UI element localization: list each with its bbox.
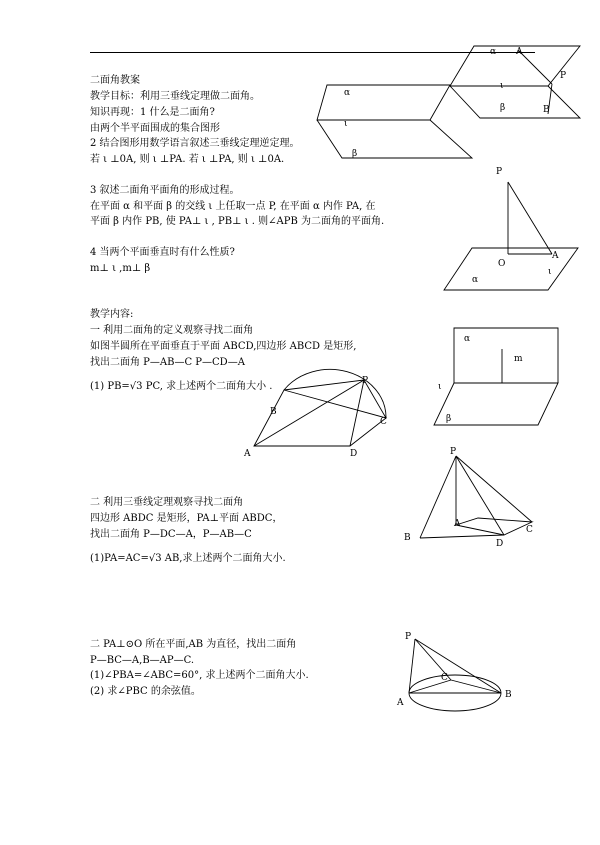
section-1-line1: 如图半圆所在平面垂直于平面 ABCD,四边形 ABCD 是矩形, bbox=[90, 341, 357, 352]
fig5-label-a: A bbox=[454, 519, 461, 529]
fig1-plane-beta bbox=[317, 120, 472, 158]
fig1-label-beta: β bbox=[352, 149, 358, 159]
fig0-segment-pa bbox=[518, 50, 552, 84]
question-3-answer-line1: 在平面 α 和平面 β 的交线 ι 上任取一点 P, 在平面 α 内作 PA, 在 bbox=[90, 201, 376, 212]
fig2-line-pa bbox=[508, 182, 552, 254]
teaching-content-heading: 教学内容: bbox=[90, 309, 134, 320]
fig4-rectangle bbox=[254, 390, 386, 446]
review-question: 知识再现：1 什么是二面角? bbox=[90, 107, 215, 118]
question-2-answer: 若 ι ⊥0A, 则 ι ⊥PA. 若 ι ⊥PA, 则 ι ⊥0A. bbox=[90, 154, 285, 165]
fig2-label-alpha: α bbox=[472, 275, 479, 285]
figure-circle-cone bbox=[395, 625, 525, 720]
section-3-question-2: (2) 求∠PBC 的余弦值。 bbox=[90, 686, 201, 697]
section-3-heading: 二 PA⊥⊙O 所在平面,AB 为直径，找出二面角 bbox=[90, 639, 297, 650]
question-4-answer: m⊥ ι ,m⊥ β bbox=[90, 263, 151, 274]
question-2: 2 结合图形用数学语言叙述三垂线定理逆定理。 bbox=[90, 138, 300, 149]
fig3-label-beta: β bbox=[446, 414, 452, 424]
fig6-label-c: C bbox=[441, 673, 448, 683]
fig5-label-d: D bbox=[496, 539, 504, 549]
lesson-title: 二面角教案 bbox=[90, 75, 140, 86]
section-1-heading: 一 利用二面角的定义观察寻找二面角 bbox=[90, 325, 254, 336]
fig6-label-b: B bbox=[505, 690, 512, 700]
fig4-label-d: D bbox=[350, 449, 358, 459]
fig5-label-b: B bbox=[404, 533, 411, 543]
fig6-line-cb bbox=[451, 680, 501, 693]
question-3-answer-line2: 平面 β 内作 PB, 使 PA⊥ ι , PB⊥ ι . 则∠APB 为二面角的平面角. bbox=[90, 216, 385, 227]
figure-dihedral-planes bbox=[320, 80, 480, 165]
figure-pyramid bbox=[400, 440, 550, 550]
fig0-label-iota: ι bbox=[500, 81, 504, 91]
fig4-line-bp bbox=[284, 380, 364, 390]
fig5-line-pb bbox=[420, 456, 456, 538]
figure-top-dihedral bbox=[460, 40, 600, 120]
section-1-question: (1) PB=√3 PC, 求上述两个二面角大小 . bbox=[90, 381, 273, 392]
fig3-label-m: m bbox=[514, 354, 523, 364]
fig3-label-alpha: α bbox=[464, 334, 471, 344]
definition-text: 由两个半平面围成的集合图形 bbox=[90, 123, 220, 134]
fig3-plane-beta bbox=[434, 383, 558, 425]
section-2-line2: 找出二面角 P—DC—A，P—AB—C bbox=[90, 529, 252, 540]
fig4-label-c: C bbox=[380, 417, 387, 427]
figure-perpendicular-planes bbox=[430, 325, 580, 430]
section-3-line1: P—BC—A,B—AP—C. bbox=[90, 655, 195, 666]
section-1-line2: 找出二面角 P—AB—C P—CD—A bbox=[90, 357, 245, 368]
fig5-base bbox=[456, 518, 532, 535]
figure-perpendicular-plane bbox=[440, 160, 600, 295]
fig5-line-pc bbox=[456, 456, 532, 522]
section-2-question: (1)PA=AC=√3 AB,求上述两个二面角大小. bbox=[90, 553, 286, 564]
fig5-label-p: P bbox=[450, 447, 457, 457]
fig0-label-beta: β bbox=[500, 103, 506, 113]
fig2-label-iota: ι bbox=[548, 267, 552, 277]
teaching-goal: 教学目标：利用三垂线定理做二面角。 bbox=[90, 91, 260, 102]
fig2-label-p: P bbox=[496, 167, 503, 177]
fig0-label-p: P bbox=[560, 71, 567, 81]
fig4-label-p: P bbox=[362, 376, 369, 386]
fig2-label-a: A bbox=[552, 251, 559, 261]
fig1-label-alpha: α bbox=[344, 88, 351, 98]
fig0-label-b: B bbox=[543, 105, 550, 115]
section-3-question-1: (1)∠PBA=∠ABC=60°, 求上述两个二面角大小. bbox=[90, 670, 309, 681]
fig6-label-p: P bbox=[405, 632, 412, 642]
fig5-line-bd bbox=[420, 535, 504, 538]
fig5-label-c: C bbox=[526, 525, 533, 535]
fig4-label-b: B bbox=[270, 407, 277, 417]
fig4-line-pd bbox=[350, 380, 364, 446]
question-3: 3 叙述二面角平面角的形成过程。 bbox=[90, 185, 240, 196]
fig4-semicircle bbox=[284, 369, 386, 418]
section-2-line1: 四边形 ABDC 是矩形，PA⊥平面 ABDC， bbox=[90, 513, 283, 524]
figure-semicircle-rectangle bbox=[240, 365, 400, 465]
fig2-label-o: O bbox=[498, 259, 506, 269]
section-2-heading: 二 利用三垂线定理观察寻找二面角 bbox=[90, 497, 244, 508]
fig3-label-iota: ι bbox=[438, 382, 442, 392]
fig1-label-iota: ι bbox=[344, 119, 348, 129]
fig4-label-a: A bbox=[244, 449, 251, 459]
fig6-line-pb bbox=[415, 639, 501, 693]
fig1-plane-alpha bbox=[317, 85, 450, 120]
question-4: 4 当两个平面垂直时有什么性质? bbox=[90, 247, 235, 258]
fig6-label-a: A bbox=[397, 698, 404, 708]
fig0-label-alpha: α bbox=[490, 47, 497, 57]
fig0-label-a: A bbox=[516, 47, 523, 57]
